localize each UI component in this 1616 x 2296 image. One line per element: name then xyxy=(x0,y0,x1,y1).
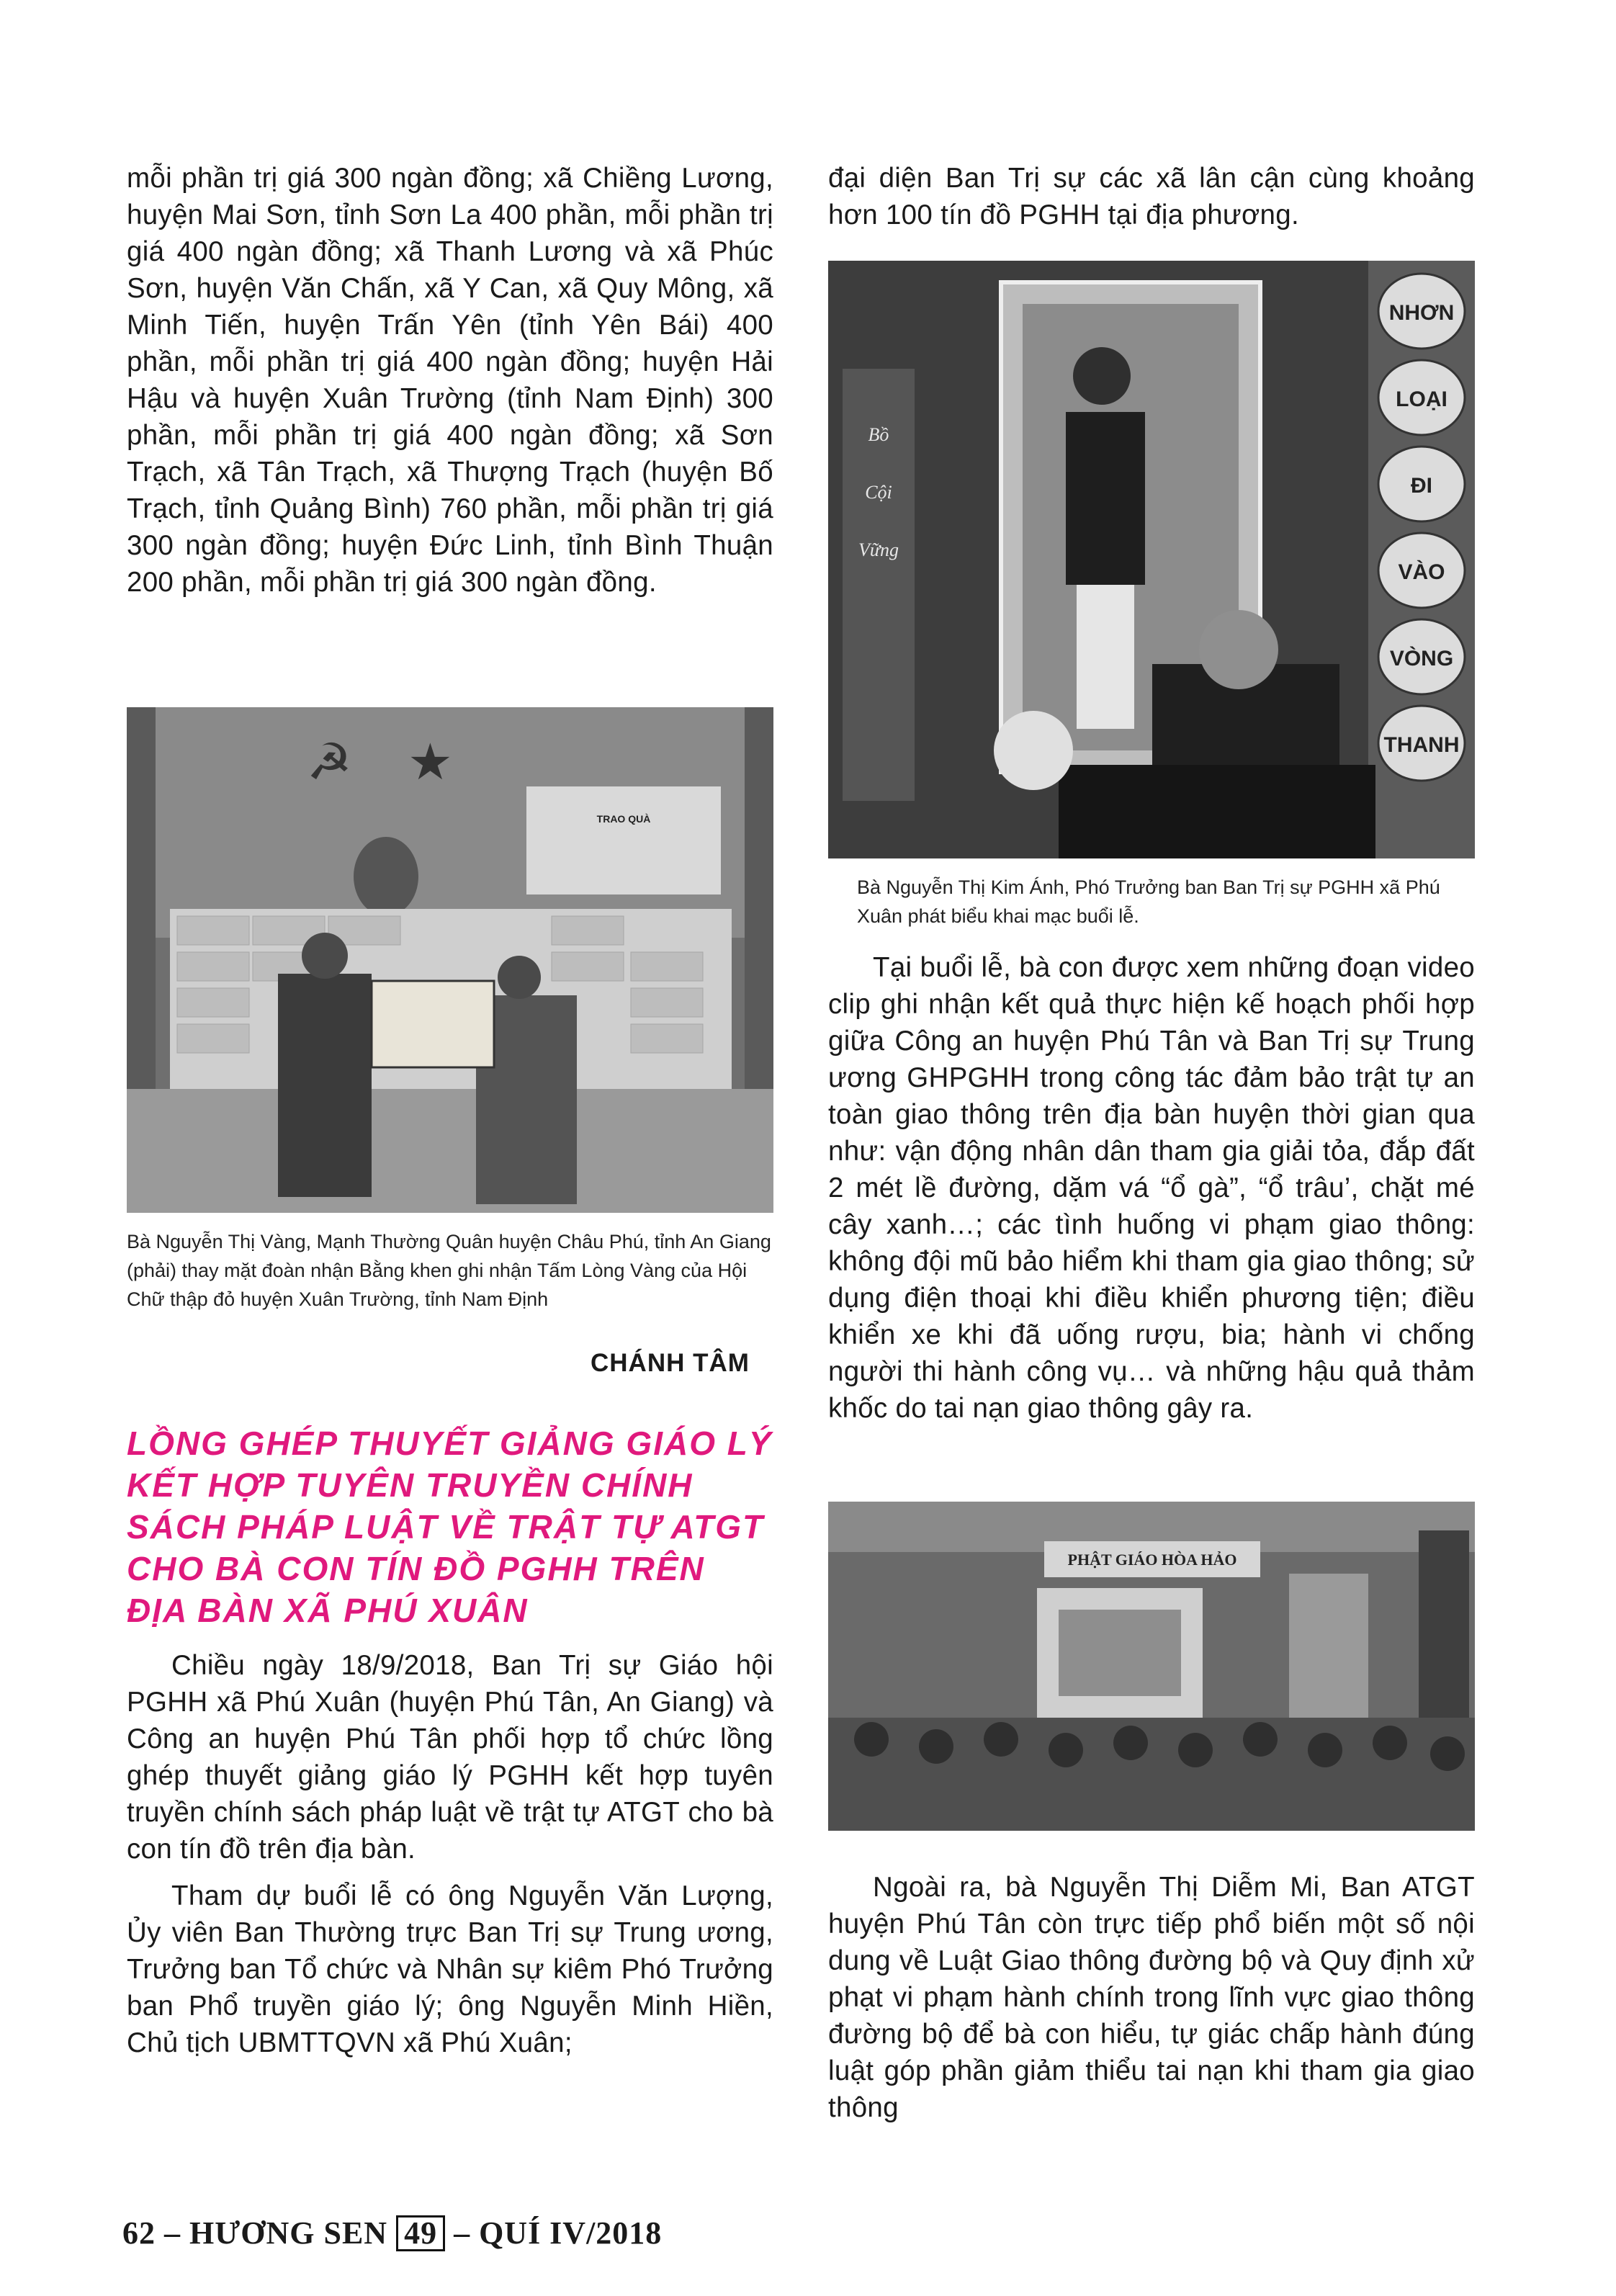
intro-paragraph: Chiều ngày 18/9/2018, Ban Trị sự Giáo hội PGHH xã Phú Xuân (huyện Phú Tân, An Giang) và Công an huyện Phú Tân phối hợp tổ chức lồng ghép thuyết giảng giáo lý PGHH kết hợp tuyên truyền chính sách pháp luật về trật tự ATGT cho bà con tín đồ trên địa bàn. xyxy=(127,1650,773,1865)
continuation-text-right: đại diện Ban Trị sự các xã lân cận cùng khoảng hơn 100 tín đồ PGHH tại địa phương. xyxy=(828,163,1475,230)
hammer-sickle-icon: ☭ xyxy=(307,732,352,792)
svg-text:TRAO QUÀ: TRAO QUÀ xyxy=(596,813,651,825)
issue-quarter: QUÍ IV/2018 xyxy=(479,2215,663,2251)
attendees-paragraph: Tham dự buổi lễ có ông Nguyễn Văn Lượng, Ủy viên Ban Thường trực Ban Trị sự Trung ương, Trưởng ban Tổ chức và Nhân sự kiêm Phó Trưởng ban Phổ truyền giáo lý; ông Nguyễn Minh Hiền, Chủ tịch UBMTTQVN xã Phú Xuân; xyxy=(127,1880,773,2058)
continuation-text: mỗi phần trị giá 300 ngàn đồng; xã Chiềng Lương, huyện Mai Sơn, tỉnh Sơn La 400 phần, mỗi phần trị giá 400 ngàn đồng; xã Thanh Lương và xã Phúc Sơn, huyện Văn Chấn, xã Y Can, xã Quy Mông, xã Minh Tiến, huyện Trấn Yên (tỉnh Yên Bái) 400 phần, mỗi phần trị giá 400 ngàn đồng; huyện Hải Hậu và huyện Xuân Trường (tỉnh Nam Định) 300 phần, mỗi phần trị giá 400 ngàn đồng; xã Sơn Trạch, xã Tân Trạch, xã Thượng Trạch (huyện Bố Trạch, tỉnh Quảng Bình) 760 phần, mỗi phần trị giá 300 ngàn đồng; huyện Đức Linh, tỉnh Bình Thuận 200 phần, mỗi phần trị giá 300 ngàn đồng. xyxy=(127,163,773,598)
svg-text:PHẬT GIÁO HÒA HẢO: PHẬT GIÁO HÒA HẢO xyxy=(1067,1551,1237,1569)
gift-ceremony-scene xyxy=(127,707,773,1213)
star-icon: ★ xyxy=(408,732,453,792)
svg-text:VÀO: VÀO xyxy=(1398,560,1445,584)
atgt-paragraph: Ngoài ra, bà Nguyễn Thị Diễm Mi, Ban ATGT huyện Phú Tân còn trực tiếp phổ biến một số nội dung về Luật Giao thông đường bộ và Quy định xử phạt vi phạm hành chính trong lĩnh vực giao thông đường bộ để bà con hiểu, tự giác chấp hành đúng luật góp phần giảm thiểu tai nạn khi tham gia giao thông xyxy=(828,1872,1475,2123)
svg-text:THANH: THANH xyxy=(1383,733,1460,757)
left-column xyxy=(127,160,773,601)
audience-scene xyxy=(828,1502,1475,1831)
svg-text:NHƠN: NHƠN xyxy=(1388,301,1455,325)
video-clip-paragraph: Tại buổi lễ, bà con được xem những đoạn video clip ghi nhận kết quả thực hiện kế hoạch phối hợp giữa Công an huyện Phú Tân và Ban Trị sự Trung ương GHPGHH trong công tác đảm bảo trật tự an toàn giao thông trên địa bàn huyện thời gian qua như: vận động nhân dân tham gia giải tỏa, đắp đất 2 mét lề đường, dặm vá “ổ gà”, “ổ trâu’, chặt mé cây xanh…; các tình huống vi phạm giao thông: không đội mũ bảo hiểm khi tham gia giao thông; sử dụng điện thoại khi điều khiển phương tiện; điều khiển xe khi đã uống rượu, bia; hành vi chống người thi hành công vụ… và những hậu quả thảm khốc do tai nạn giao thông gây ra. xyxy=(828,952,1475,1424)
speaker-caption: Bà Nguyễn Thị Kim Ánh, Phó Trưởng ban Ban Trị sự PGHH xã Phú Xuân phát biểu khai mạc buổi lễ. xyxy=(857,876,1440,927)
gift-ceremony-photo xyxy=(127,707,773,1213)
page-footer xyxy=(122,2215,662,2251)
person-left xyxy=(278,974,372,1197)
svg-text:LOẠI: LOẠI xyxy=(1396,387,1447,411)
gift-ceremony-caption: Bà Nguyễn Thị Vàng, Mạnh Thường Quân huyện Châu Phú, tỉnh An Giang (phải) thay mặt đoàn nhận Bằng khen ghi nhận Tấm Lòng Vàng của Hội Chữ thập đỏ huyện Xuân Trường, tỉnh Nam Định xyxy=(127,1231,771,1310)
footer-dash: – xyxy=(164,2215,181,2251)
speaker-photo xyxy=(828,261,1475,858)
event-banner xyxy=(526,786,721,894)
article-headline: LỒNG GHÉP THUYẾT GIẢNG GIÁO LÝ KẾT HỢP TUYÊN TRUYỀN CHÍNH SÁCH PHÁP LUẬT VỀ TRẬT TỰ ATGT CHO BÀ CON TÍN ĐỒ PGHH TRÊN ĐỊA BÀN XÃ PHÚ XUÂN xyxy=(127,1425,773,1629)
right-column-body-2 xyxy=(828,1869,1475,2126)
svg-text:VÒNG: VÒNG xyxy=(1389,647,1454,671)
speaker-scene xyxy=(828,261,1475,858)
audience-photo xyxy=(828,1502,1475,1831)
svg-text:Cội: Cội xyxy=(865,482,892,503)
issue-number: 49 xyxy=(396,2215,445,2251)
svg-text:Bồ: Bồ xyxy=(868,424,889,445)
right-column xyxy=(828,160,1475,233)
footer-dash: – xyxy=(454,2215,471,2251)
flower-arrangement xyxy=(994,711,1073,790)
certificate xyxy=(372,981,494,1067)
podium xyxy=(1059,765,1375,858)
magazine-name: HƯƠNG SEN xyxy=(189,2215,388,2251)
page-number: 62 xyxy=(122,2215,156,2251)
side-vertical-sign xyxy=(1419,1530,1469,1746)
altar xyxy=(1289,1574,1368,1739)
svg-text:ĐI: ĐI xyxy=(1411,474,1432,498)
left-column-body xyxy=(127,1647,773,2061)
author-byline: CHÁNH TÂM xyxy=(591,1349,750,1377)
right-column-body xyxy=(828,949,1475,1427)
svg-text:Vững: Vững xyxy=(858,539,899,560)
